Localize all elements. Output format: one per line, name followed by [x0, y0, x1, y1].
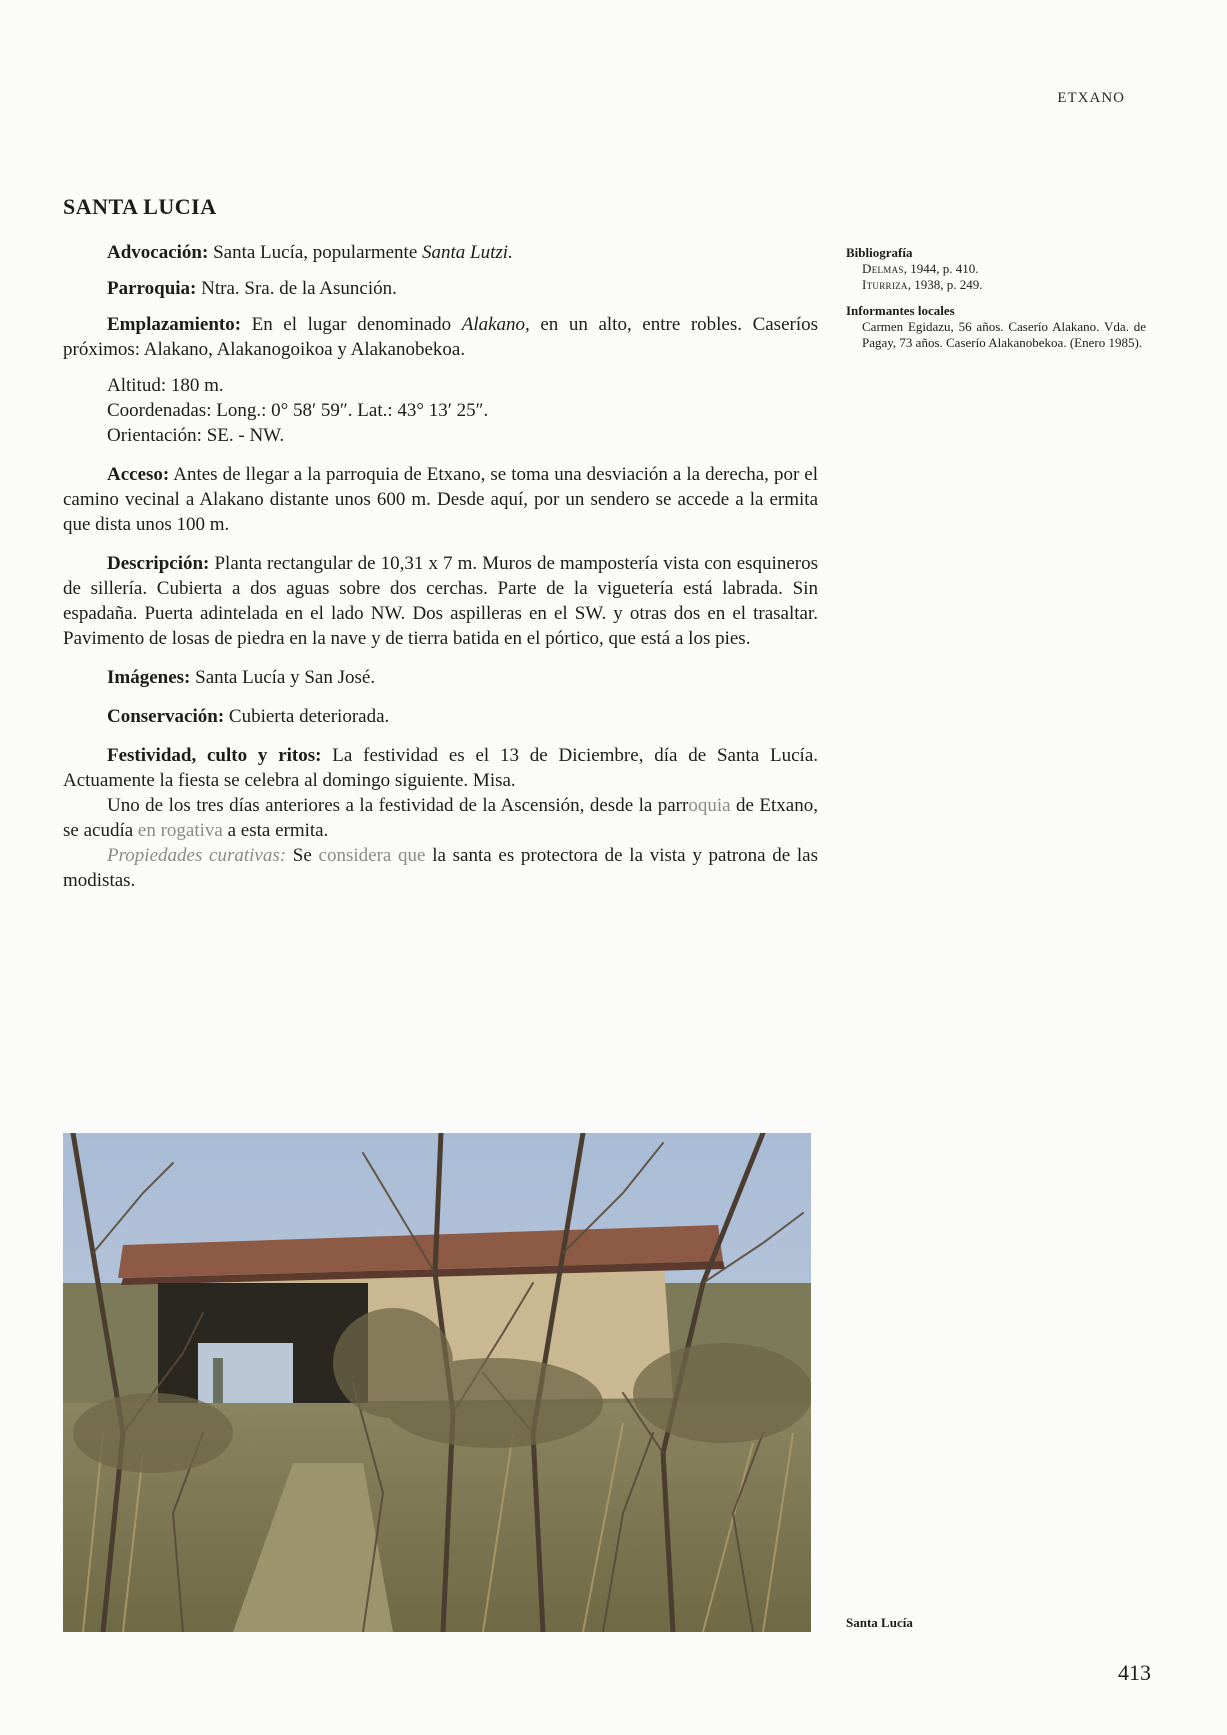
orientacion-line: Orientación: SE. - NW. — [107, 425, 285, 446]
imagenes-label: Imágenes: — [107, 667, 191, 688]
location-data — [63, 373, 818, 448]
parroquia-label: Parroquia: — [107, 278, 197, 299]
festividad-paragraph — [63, 743, 818, 793]
descripcion-label: Descripción: — [107, 553, 210, 574]
parroquia-paragraph — [63, 276, 818, 301]
informantes-heading: Informantes locales — [846, 303, 955, 318]
festividad-text: La festividad es el 13 de Diciembre, día de Santa Lucía. Actuamente la fiesta se celebra al domingo siguiente. Misa. — [63, 745, 818, 791]
emplazamiento-pre: En el lugar denominado — [251, 314, 452, 335]
page-title: SANTA LUCIA — [63, 194, 217, 219]
acceso-paragraph — [63, 462, 818, 537]
propiedades-paragraph: Propiedades curativas: Se considera que la santa es protectora de la vista y patrona de las modistas. — [63, 845, 818, 891]
advocacion-paragraph — [63, 240, 818, 265]
descripcion-text: Planta rectangular de 10,31 x 7 m. Muros de mampostería vista con esquineros de sillería. Cubierta a dos aguas sobre dos cerchas. Parte de la viguetería está labrada. Sin espadaña. Puerta adintelada en el lado NW. Dos aspilleras en el SW. y otras dos en el trasaltar. Pavimento de losas de piedra en la nave y de tierra batida en el pórtico, que está a los pies. — [63, 553, 818, 649]
bibliografia-heading: Bibliografía — [846, 245, 913, 260]
hermitage-photo — [63, 1133, 811, 1632]
photo-caption: Santa Lucía — [846, 1615, 913, 1630]
bibliography-entry: Iturriza, 1938, p. 249. — [862, 277, 983, 292]
page-number: 413 — [1118, 1660, 1151, 1685]
advocacion-text: Santa Lucía, popularmente — [213, 242, 418, 263]
emplazamiento-paragraph — [63, 312, 818, 362]
acceso-text: Antes de llegar a la parroquia de Etxano, se toma una desviación a la derecha, por el camino vecinal a Alakano distante unos 600 m. Desde aquí, por un sendero se accede a la ermita que dista unos 100 m. — [63, 464, 819, 535]
informantes-text: Carmen Egidazu, 56 años. Caserío Alakano. Vda. de Pagay, 73 años. Caserío Alakanobekoa. (Enero 1985). — [862, 319, 1146, 350]
altitud-line: Altitud: 180 m. — [107, 375, 224, 396]
imagenes-paragraph — [63, 665, 818, 690]
coordenadas-line: Coordenadas: Long.: 0° 58′ 59″. Lat.: 43° 13′ 25″. — [107, 400, 489, 421]
descripcion-paragraph — [63, 551, 818, 651]
article-body — [63, 240, 818, 893]
acceso-label: Acceso: — [107, 464, 170, 485]
advocacion-popular-name: Santa Lutzi. — [422, 242, 513, 263]
emplazamiento-post: en un alto, entre robles. Caseríos próximos: Alakano, Alakanogoikoa y Alakanobekoa. — [63, 314, 819, 360]
sidebar-notes — [846, 245, 1146, 351]
running-head: ETXANO — [1057, 90, 1125, 106]
conservacion-label: Conservación: — [107, 706, 225, 727]
propiedades-label: Propiedades curativas: — [107, 845, 287, 866]
emplazamiento-label: Emplazamiento: — [107, 314, 242, 335]
imagenes-text: Santa Lucía y San José. — [195, 667, 376, 688]
conservacion-paragraph — [63, 704, 818, 729]
rogativa-paragraph: Uno de los tres días anteriores a la festividad de la Ascensión, desde la parroquia de Etxano, se acudía en rogativa a esta ermita. — [63, 795, 818, 841]
emplazamiento-place: Alakano, — [461, 314, 530, 335]
festividad-label: Festividad, culto y ritos: — [107, 745, 322, 766]
parroquia-text: Ntra. Sra. de la Asunción. — [201, 278, 397, 299]
bibliography-entry: Delmas, 1944, p. 410. — [862, 261, 979, 276]
conservacion-text: Cubierta deteriorada. — [228, 706, 390, 727]
advocacion-label: Advocación: — [107, 242, 209, 263]
